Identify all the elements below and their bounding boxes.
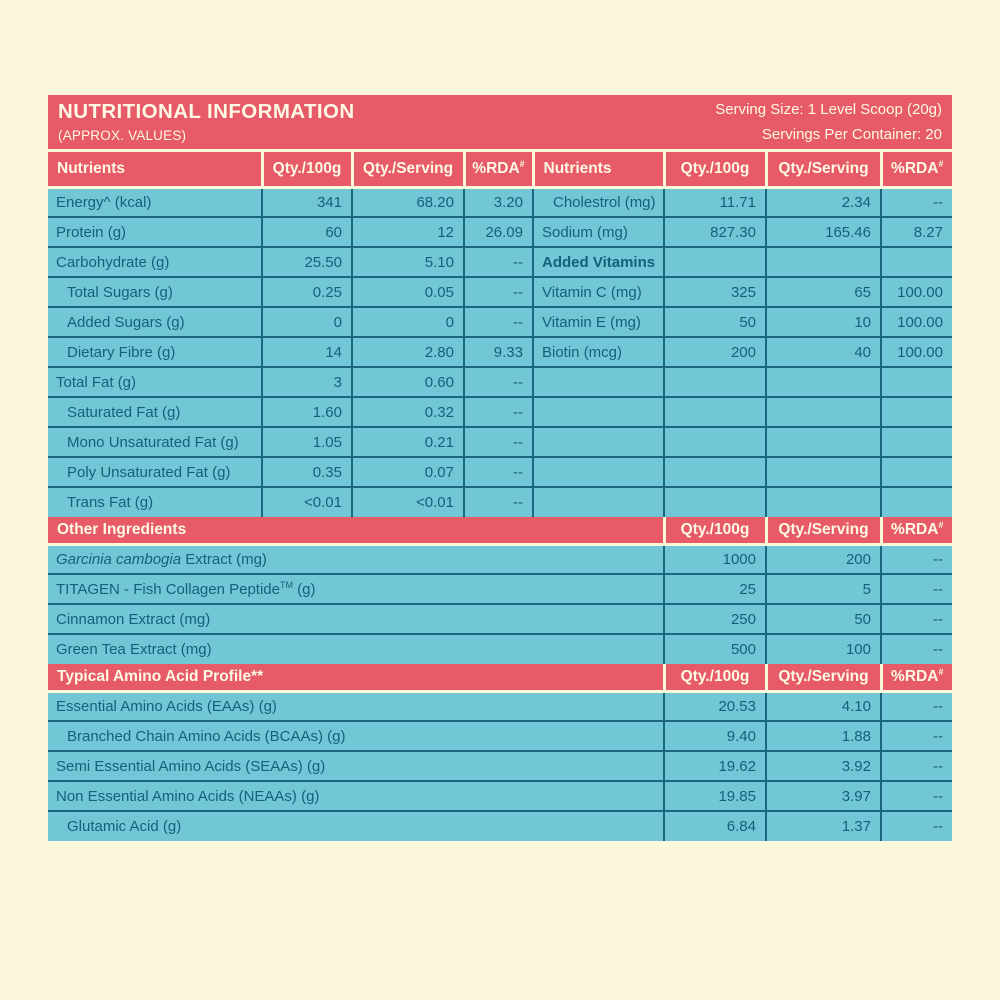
rda-value: -- (464, 457, 533, 487)
qty-100g-value (664, 457, 766, 487)
rda-label: %RDA (891, 667, 939, 685)
nutrition-label-panel (48, 95, 952, 841)
nutrients-header-row (48, 152, 952, 187)
rda-sup: # (938, 158, 944, 169)
ingredient-label-rest: (g) (292, 580, 316, 598)
nutrient-label: Dietary Fibre (g) (48, 337, 262, 367)
qty-100g-value (664, 487, 766, 517)
rda-label: %RDA (891, 520, 939, 538)
col-nutrients-right: Nutrients (533, 152, 664, 187)
col-qtyserving-left: Qty./Serving (352, 152, 464, 187)
amino-acid-profile-table (48, 664, 952, 841)
rda-value: -- (881, 187, 952, 217)
qty-serving-value: 0.07 (352, 457, 464, 487)
col-qtyserving: Qty./Serving (766, 664, 881, 691)
table-row (48, 634, 952, 664)
rda-value: 3.20 (464, 187, 533, 217)
table-row (48, 217, 952, 247)
nutrient-label: Vitamin C (mg) (533, 277, 664, 307)
table-row (48, 397, 952, 427)
rda-value: -- (464, 277, 533, 307)
rda-value: -- (464, 247, 533, 277)
amino-acid-label: Essential Amino Acids (EAAs) (g) (48, 691, 664, 721)
qty-serving-value (766, 427, 881, 457)
col-qty100: Qty./100g (664, 517, 766, 544)
qty-100g-value: 11.71 (664, 187, 766, 217)
nutrient-label: Total Fat (g) (48, 367, 262, 397)
qty-100g-value (664, 247, 766, 277)
rda-value: -- (881, 781, 952, 811)
title-band (48, 95, 952, 152)
nutrient-label: Mono Unsaturated Fat (g) (48, 427, 262, 457)
rda-value: -- (881, 544, 952, 574)
table-row (48, 367, 952, 397)
col-nutrients-left: Nutrients (48, 152, 262, 187)
rda-value (881, 487, 952, 517)
rda-value: -- (881, 811, 952, 841)
nutrient-label: Protein (g) (48, 217, 262, 247)
qty-serving-value (766, 247, 881, 277)
col-qty100: Qty./100g (664, 664, 766, 691)
qty-serving-value: 40 (766, 337, 881, 367)
rda-value: -- (464, 307, 533, 337)
nutrient-label (533, 457, 664, 487)
ingredient-label-italic: Garcinia cambogia (56, 550, 182, 568)
qty-100g-value: 50 (664, 307, 766, 337)
section-title-amino-profile: Typical Amino Acid Profile** (48, 664, 664, 691)
rda-value: 8.27 (881, 217, 952, 247)
ingredient-label (48, 544, 664, 574)
nutrient-label (533, 367, 664, 397)
qty-100g-value (664, 367, 766, 397)
qty-100g-value: 827.30 (664, 217, 766, 247)
rda-sup: # (938, 666, 944, 677)
ingredient-label: Green Tea Extract (mg) (48, 634, 664, 664)
qty-serving-value: 2.80 (352, 337, 464, 367)
qty-100g-value: 325 (664, 277, 766, 307)
nutrient-label: Vitamin E (mg) (533, 307, 664, 337)
qty-serving-value: 2.34 (766, 187, 881, 217)
nutrient-label: Trans Fat (g) (48, 487, 262, 517)
rda-label: %RDA (472, 159, 520, 177)
nutrient-label: Cholestrol (mg) (533, 187, 664, 217)
table-row (48, 427, 952, 457)
qty-100g-value: 500 (664, 634, 766, 664)
rda-value: 100.00 (881, 277, 952, 307)
table-row (48, 457, 952, 487)
qty-serving-value: 0.60 (352, 367, 464, 397)
qty-serving-value (766, 487, 881, 517)
qty-serving-value: 4.10 (766, 691, 881, 721)
table-row (48, 574, 952, 604)
nutrient-label (533, 487, 664, 517)
amino-acid-label: Non Essential Amino Acids (NEAAs) (g) (48, 781, 664, 811)
qty-100g-value: 1.05 (262, 427, 352, 457)
table-row (48, 337, 952, 367)
nutrient-label (533, 427, 664, 457)
page-subtitle: (APPROX. VALUES) (58, 128, 187, 144)
qty-100g-value: 14 (262, 337, 352, 367)
qty-100g-value: 0.25 (262, 277, 352, 307)
rda-label: %RDA (891, 159, 939, 177)
title-block (58, 101, 355, 144)
qty-100g-value: 341 (262, 187, 352, 217)
qty-serving-value: 1.37 (766, 811, 881, 841)
qty-serving-value: 10 (766, 307, 881, 337)
table-row (48, 691, 952, 721)
qty-100g-value: 25 (664, 574, 766, 604)
rda-value: -- (881, 574, 952, 604)
table-row (48, 307, 952, 337)
qty-100g-value: 250 (664, 604, 766, 634)
ingredient-label (48, 574, 664, 604)
servings-per-container-text: Servings Per Container: 20 (761, 126, 942, 143)
qty-100g-value: 19.62 (664, 751, 766, 781)
qty-100g-value: 9.40 (664, 721, 766, 751)
nutrient-label: Biotin (mcg) (533, 337, 664, 367)
serving-size-text: Serving Size: 1 Level Scoop (20g) (715, 101, 942, 118)
nutrient-label (533, 397, 664, 427)
qty-serving-value: 0.21 (352, 427, 464, 457)
table-row (48, 247, 952, 277)
qty-100g-value (664, 397, 766, 427)
col-qtyserving-right: Qty./Serving (766, 152, 881, 187)
qty-serving-value: 0 (352, 307, 464, 337)
rda-value: 100.00 (881, 307, 952, 337)
rda-value (881, 457, 952, 487)
qty-serving-value: 5.10 (352, 247, 464, 277)
qty-100g-value: 0.35 (262, 457, 352, 487)
rda-sup: # (938, 519, 944, 530)
amino-acid-label: Branched Chain Amino Acids (BCAAs) (g) (48, 721, 664, 751)
table-row (48, 187, 952, 217)
rda-value (881, 427, 952, 457)
qty-serving-value: <0.01 (352, 487, 464, 517)
amino-profile-header-row (48, 664, 952, 691)
qty-serving-value (766, 397, 881, 427)
rda-value: 9.33 (464, 337, 533, 367)
amino-acid-label: Glutamic Acid (g) (48, 811, 664, 841)
qty-100g-value: <0.01 (262, 487, 352, 517)
qty-100g-value: 1000 (664, 544, 766, 574)
qty-serving-value: 50 (766, 604, 881, 634)
rda-value: -- (881, 691, 952, 721)
nutrient-label: Added Sugars (g) (48, 307, 262, 337)
rda-value: -- (464, 367, 533, 397)
other-ingredients-header-row (48, 517, 952, 544)
qty-serving-value: 68.20 (352, 187, 464, 217)
col-qty100-right: Qty./100g (664, 152, 766, 187)
qty-100g-value: 25.50 (262, 247, 352, 277)
qty-serving-value: 0.32 (352, 397, 464, 427)
rda-value: -- (464, 487, 533, 517)
qty-serving-value: 165.46 (766, 217, 881, 247)
ingredient-label: Cinnamon Extract (mg) (48, 604, 664, 634)
col-rda-left (464, 152, 533, 187)
amino-acid-label: Semi Essential Amino Acids (SEAAs) (g) (48, 751, 664, 781)
qty-100g-value (664, 427, 766, 457)
rda-value: 100.00 (881, 337, 952, 367)
qty-100g-value: 1.60 (262, 397, 352, 427)
col-qty100-left: Qty./100g (262, 152, 352, 187)
qty-serving-value: 65 (766, 277, 881, 307)
other-ingredients-table (48, 517, 952, 664)
nutrient-label: Total Sugars (g) (48, 277, 262, 307)
qty-serving-value: 5 (766, 574, 881, 604)
qty-serving-value: 1.88 (766, 721, 881, 751)
nutrient-label: Saturated Fat (g) (48, 397, 262, 427)
rda-value (881, 367, 952, 397)
trademark-sup: TM (279, 579, 293, 590)
rda-value: 26.09 (464, 217, 533, 247)
qty-100g-value: 3 (262, 367, 352, 397)
nutrients-table (48, 152, 952, 517)
page-title: NUTRITIONAL INFORMATION (58, 100, 355, 123)
rda-value (881, 397, 952, 427)
nutrient-label: Sodium (mg) (533, 217, 664, 247)
rda-sup: # (519, 158, 525, 169)
qty-serving-value: 0.05 (352, 277, 464, 307)
qty-100g-value: 19.85 (664, 781, 766, 811)
qty-serving-value: 3.97 (766, 781, 881, 811)
nutrient-label: Carbohydrate (g) (48, 247, 262, 277)
qty-100g-value: 200 (664, 337, 766, 367)
rda-value: -- (464, 397, 533, 427)
table-row (48, 811, 952, 841)
col-rda-right (881, 152, 952, 187)
rda-value (881, 247, 952, 277)
qty-serving-value: 12 (352, 217, 464, 247)
qty-100g-value: 0 (262, 307, 352, 337)
rda-value: -- (881, 721, 952, 751)
col-rda (881, 664, 952, 691)
nutrient-label: Poly Unsaturated Fat (g) (48, 457, 262, 487)
table-row (48, 721, 952, 751)
table-row (48, 781, 952, 811)
ingredient-label-text: TITAGEN - Fish Collagen Peptide (56, 580, 280, 598)
table-row (48, 544, 952, 574)
qty-serving-value (766, 457, 881, 487)
nutrient-label: Energy^ (kcal) (48, 187, 262, 217)
qty-serving-value (766, 367, 881, 397)
qty-serving-value: 3.92 (766, 751, 881, 781)
table-row (48, 487, 952, 517)
qty-serving-value: 100 (766, 634, 881, 664)
col-qtyserving: Qty./Serving (766, 517, 881, 544)
rda-value: -- (881, 634, 952, 664)
nutrient-label: Added Vitamins (533, 247, 664, 277)
table-row (48, 604, 952, 634)
table-row (48, 277, 952, 307)
rda-value: -- (881, 604, 952, 634)
serving-block (715, 101, 942, 144)
table-row (48, 751, 952, 781)
rda-value: -- (464, 427, 533, 457)
ingredient-label-rest: Extract (mg) (181, 550, 267, 568)
qty-100g-value: 20.53 (664, 691, 766, 721)
section-title-other-ingredients: Other Ingredients (48, 517, 664, 544)
rda-value: -- (881, 751, 952, 781)
qty-100g-value: 6.84 (664, 811, 766, 841)
qty-serving-value: 200 (766, 544, 881, 574)
qty-100g-value: 60 (262, 217, 352, 247)
col-rda (881, 517, 952, 544)
